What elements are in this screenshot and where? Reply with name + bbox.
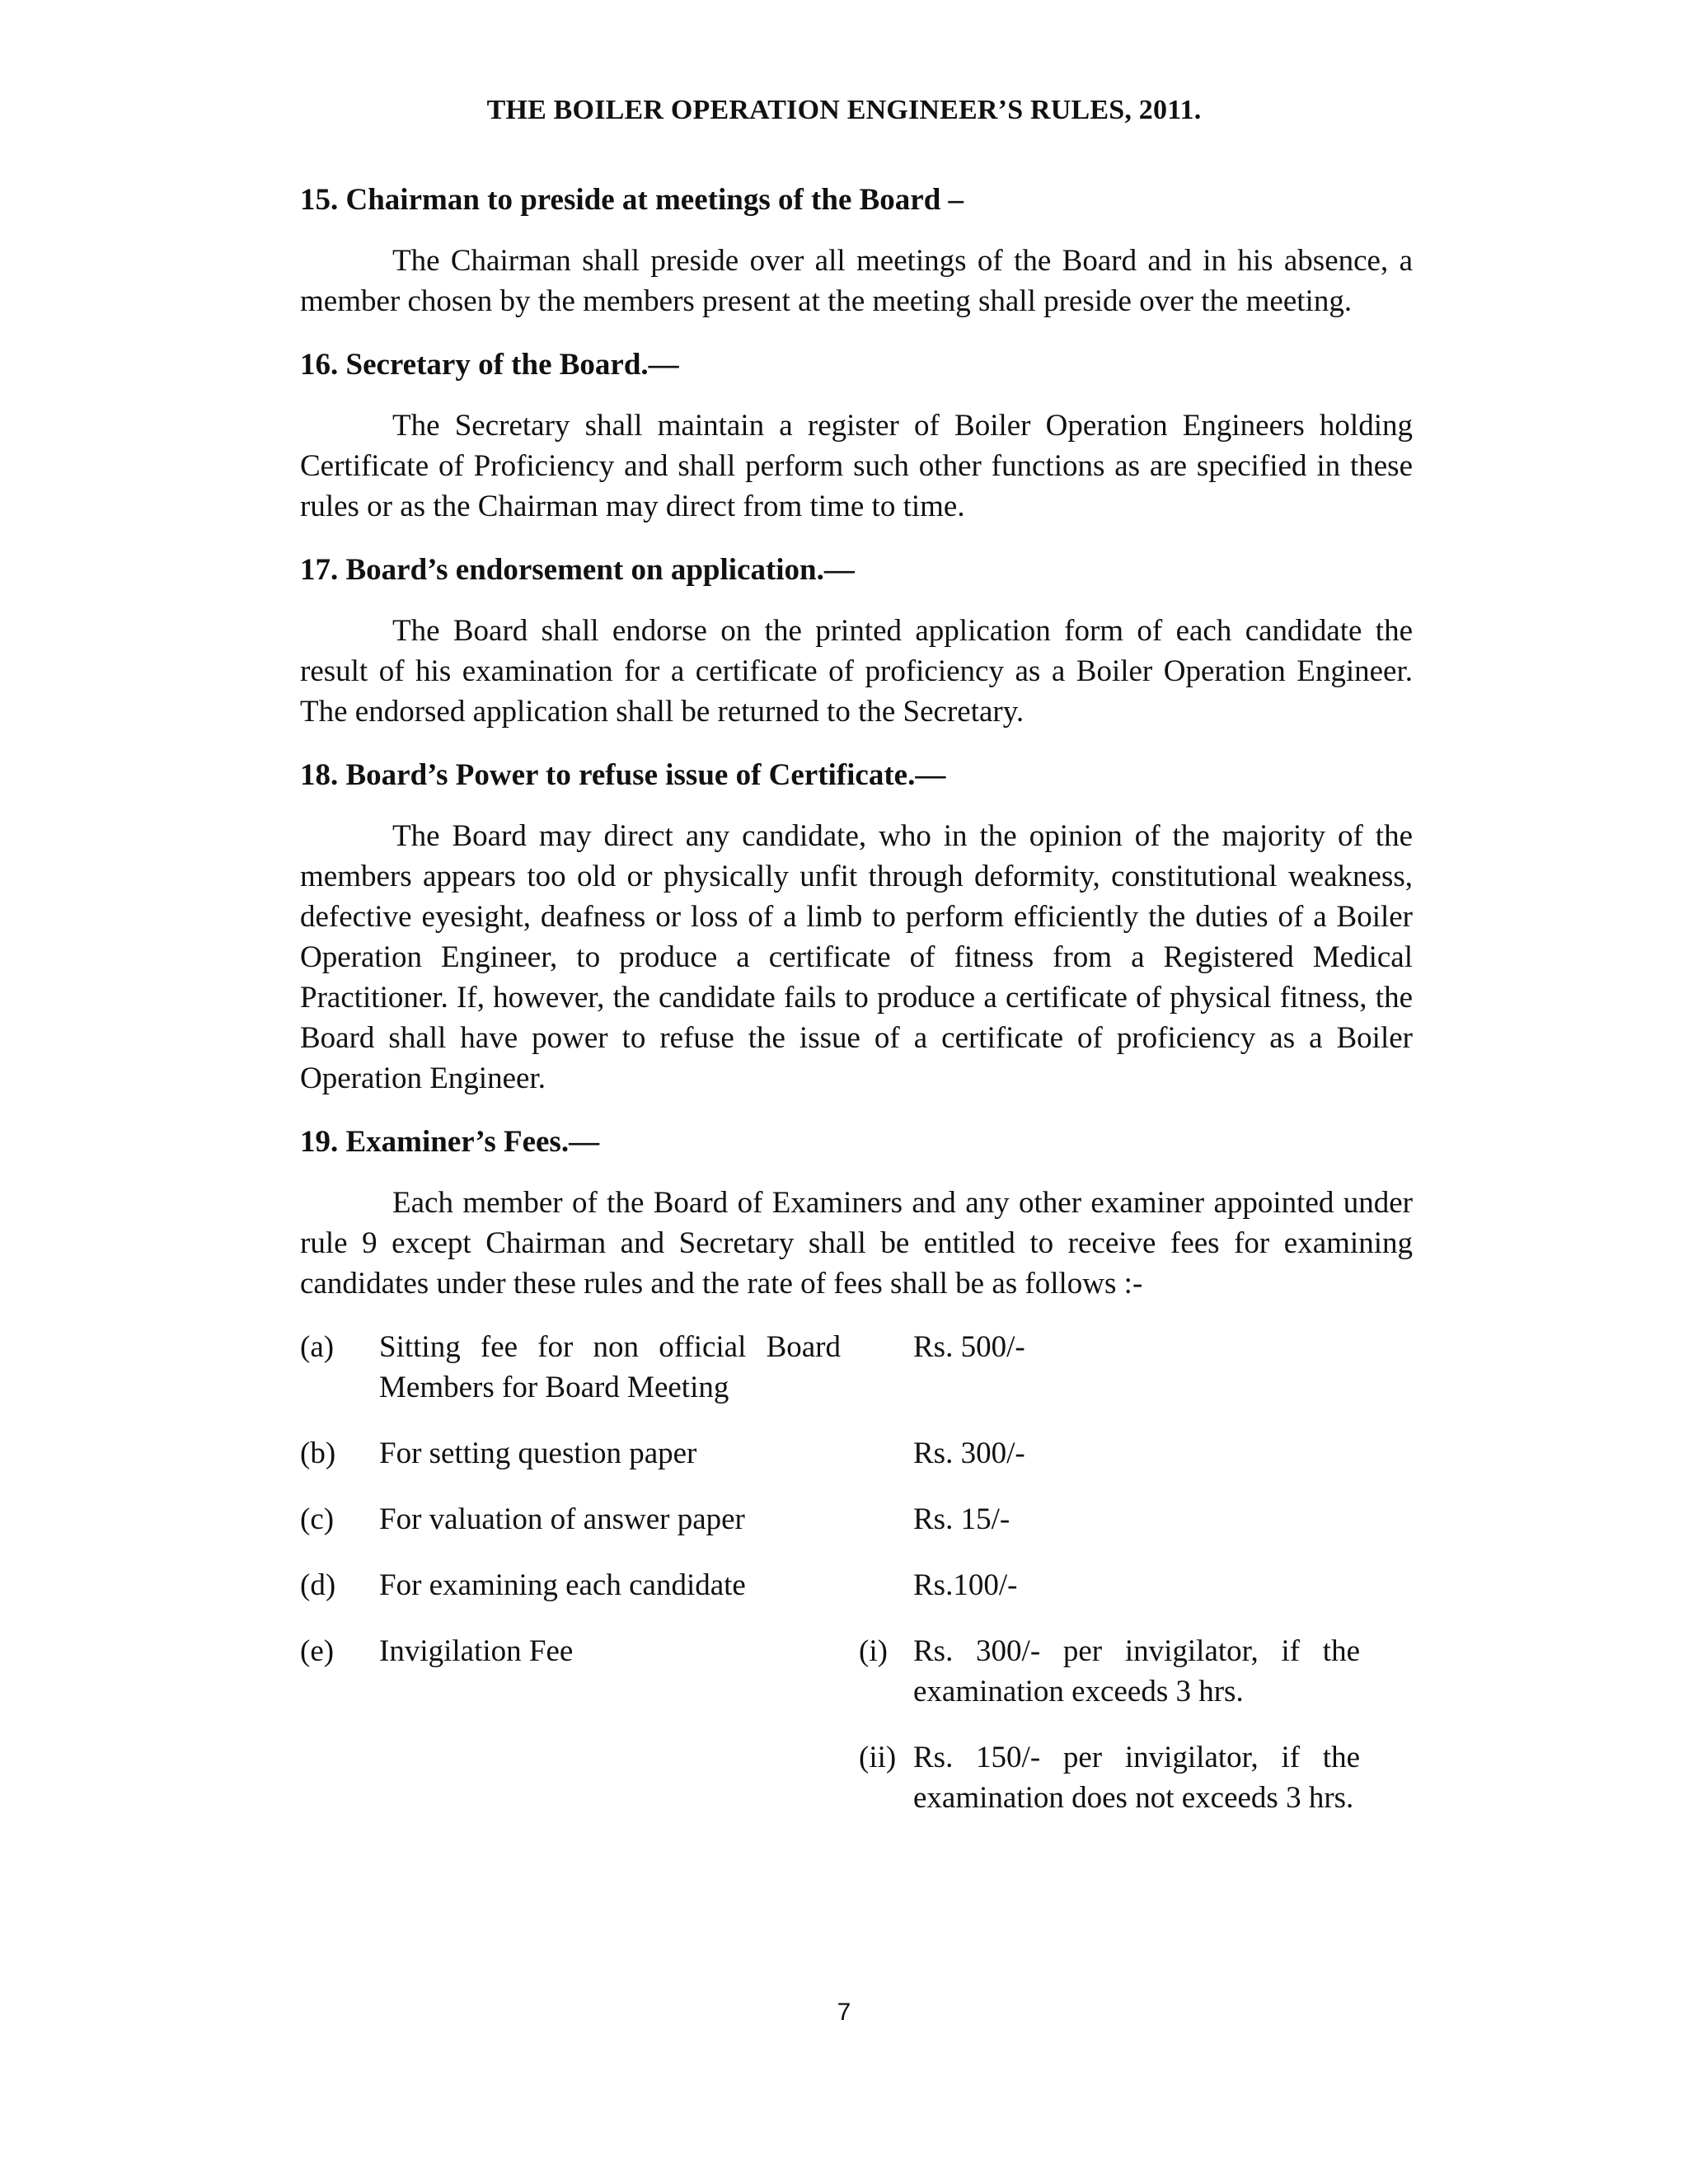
- fee-description: For examining each candidate: [379, 1568, 746, 1602]
- fee-description: For valuation of answer paper: [379, 1502, 745, 1536]
- fee-letter: (e): [300, 1634, 335, 1668]
- section-16: [300, 344, 1413, 527]
- invigilation-item-number: (ii): [859, 1741, 897, 1774]
- fee-description: For setting question paper: [379, 1436, 697, 1470]
- section-17: [300, 550, 1413, 732]
- section-heading: 16. Secretary of the Board.—: [300, 348, 679, 382]
- document-title: THE BOILER OPERATION ENGINEER’S RULES, 2011.: [486, 95, 1202, 125]
- document-body: [300, 180, 1413, 1844]
- fee-letter: (d): [300, 1568, 336, 1602]
- fee-row: [300, 1433, 1413, 1474]
- fee-letter: (a): [300, 1330, 335, 1364]
- fee-letter: (c): [300, 1502, 335, 1536]
- invigilation-fee-row: [300, 1631, 1413, 1712]
- fee-amount: Rs.100/-: [913, 1568, 1018, 1602]
- fee-description: Sitting fee for non official Board Members for Board Meeting: [379, 1330, 841, 1404]
- section-heading: 15. Chairman to preside at meetings of the Board –: [300, 183, 964, 217]
- section-heading: 19. Examiner’s Fees.—: [300, 1125, 600, 1159]
- fee-schedule: [300, 1327, 1413, 1818]
- invigilation-sub-row: [300, 1737, 1413, 1818]
- section-18: [300, 755, 1413, 1099]
- section-paragraph: The Chairman shall preside over all meetings of the Board and in his absence, a member chosen by the members present at the meeting shall preside over the meeting.: [300, 244, 1413, 318]
- fee-row: [300, 1499, 1413, 1540]
- fee-letter: (b): [300, 1436, 336, 1470]
- invigilation-item-number: (i): [859, 1634, 888, 1668]
- fee-description: Invigilation Fee: [379, 1634, 574, 1668]
- page-number: 7: [837, 1999, 851, 2026]
- section-heading: 17. Board’s endorsement on application.—: [300, 553, 855, 587]
- section-paragraph: The Secretary shall maintain a register of Boiler Operation Engineers holding Certificate of Proficiency and shall perform such other functions as are specified in these rules or as the Chairman may direct from time to time.: [300, 409, 1413, 523]
- fee-amount: Rs. 15/-: [913, 1502, 1010, 1536]
- section-paragraph: The Board shall endorse on the printed application form of each candidate the result of his examination for a certificate of proficiency as a Boiler Operation Engineer. The endorsed application shall be returned to the Secretary.: [300, 614, 1413, 729]
- invigilation-item-text: Rs. 300/- per invigilator, if the examination exceeds 3 hrs.: [913, 1634, 1360, 1708]
- invigilation-item-text: Rs. 150/- per invigilator, if the examination does not exceeds 3 hrs.: [913, 1741, 1360, 1815]
- section-19: [300, 1122, 1413, 1304]
- fee-row: [300, 1565, 1413, 1605]
- fee-row: [300, 1327, 1413, 1408]
- section-heading: 18. Board’s Power to refuse issue of Certificate.—: [300, 758, 946, 792]
- fee-amount: Rs. 500/-: [913, 1330, 1025, 1364]
- section-paragraph: The Board may direct any candidate, who in the opinion of the majority of the members appears too old or physically unfit through deformity, constitutional weakness, defective eyesight, deafness or loss of a limb to perform efficiently the duties of a Boiler Operation Engineer, to produce a certificate of fitness from a Registered Medical Practitioner. If, however, the candidate fails to produce a certificate of physical fitness, the Board shall have power to refuse the issue of a certificate of proficiency as a Boiler Operation Engineer.: [300, 819, 1413, 1095]
- fee-amount: Rs. 300/-: [913, 1436, 1025, 1470]
- section-paragraph: Each member of the Board of Examiners and any other examiner appointed under rule 9 except Chairman and Secretary shall be entitled to receive fees for examining candidates under these rules and the rate of fees shall be as follows :-: [300, 1186, 1413, 1301]
- section-15: [300, 180, 1413, 321]
